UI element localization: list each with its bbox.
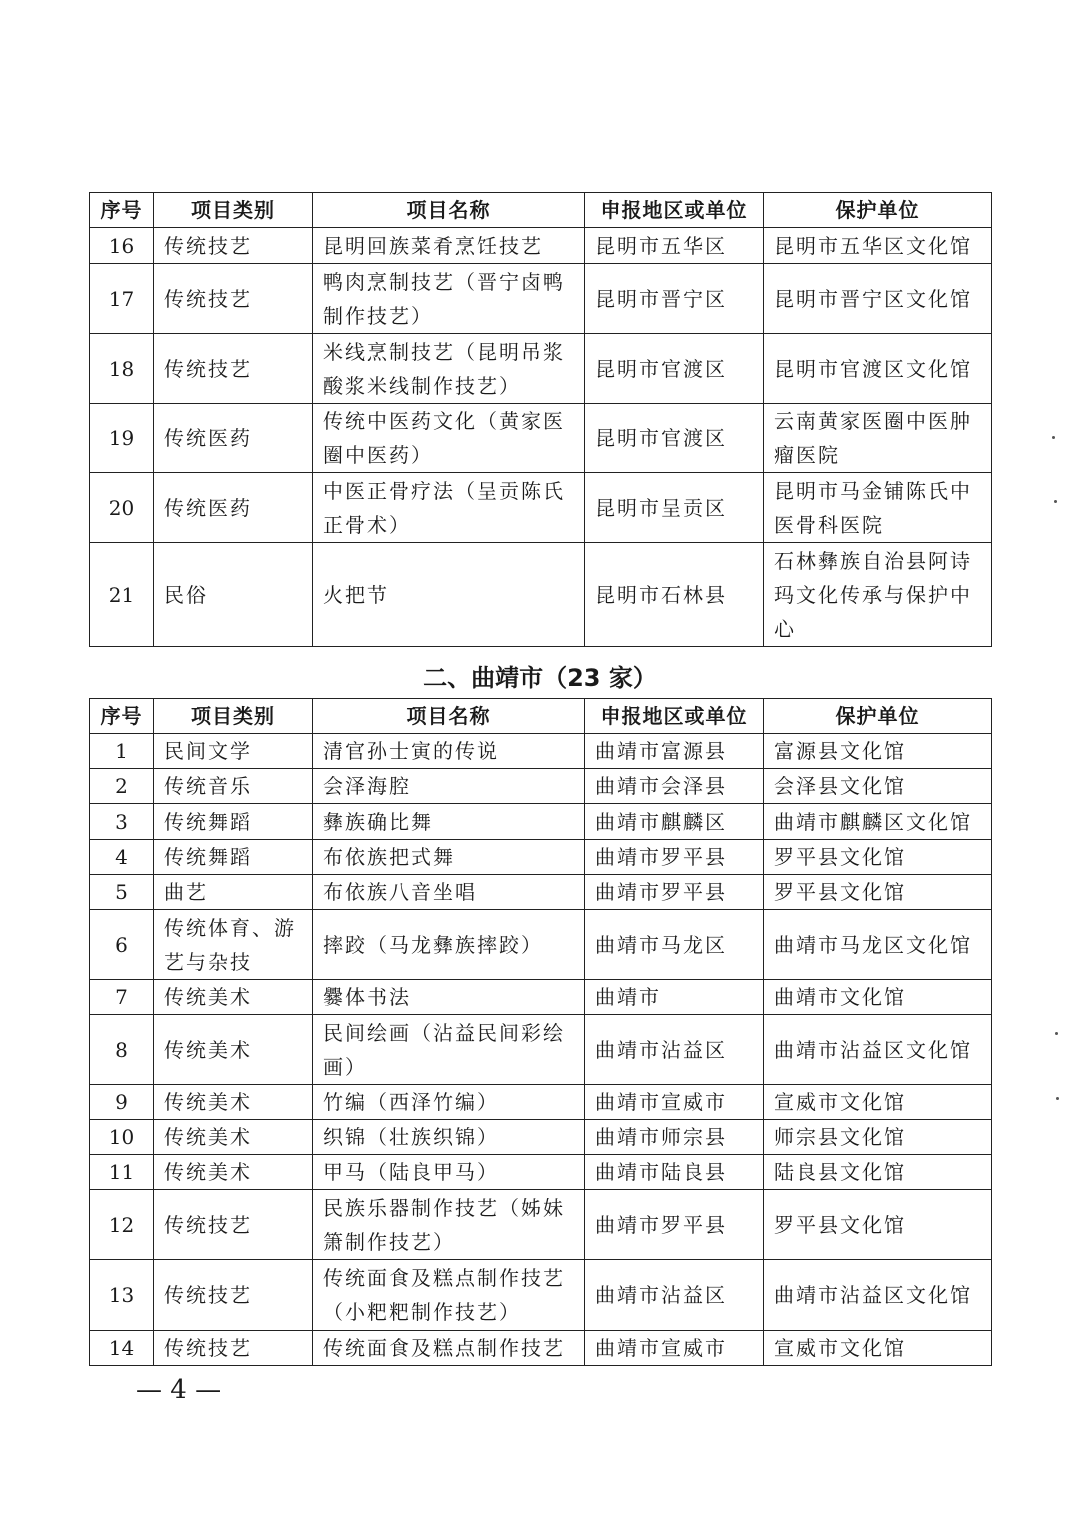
table-row xyxy=(90,543,992,647)
cell-project-name: 火把节 xyxy=(313,543,585,647)
table-row xyxy=(90,473,992,543)
cell-region: 昆明市呈贡区 xyxy=(585,473,764,543)
cell-region: 曲靖市师宗县 xyxy=(585,1120,764,1155)
table-header-row xyxy=(90,699,992,734)
cell-category: 传统技艺 xyxy=(154,264,313,334)
cell-region: 昆明市官渡区 xyxy=(585,404,764,473)
cell-protection-unit: 曲靖市沾益区文化馆 xyxy=(764,1015,992,1085)
cell-serial: 4 xyxy=(90,840,154,875)
table-row xyxy=(90,1015,992,1085)
kunming-heritage-table xyxy=(89,192,992,647)
cell-category: 传统美术 xyxy=(154,1155,313,1190)
cell-serial: 8 xyxy=(90,1015,154,1085)
table-row xyxy=(90,404,992,473)
table-row xyxy=(90,334,992,404)
cell-region: 曲靖市沾益区 xyxy=(585,1260,764,1331)
cell-project-name: 鸭肉烹制技艺（晋宁卤鸭制作技艺） xyxy=(313,264,585,334)
table-row xyxy=(90,875,992,910)
cell-project-name: 民间绘画（沾益民间彩绘画） xyxy=(313,1015,585,1085)
cell-serial: 17 xyxy=(90,264,154,334)
table-row xyxy=(90,734,992,769)
table-row xyxy=(90,264,992,334)
cell-project-name: 甲马（陆良甲马） xyxy=(313,1155,585,1190)
cell-category: 传统技艺 xyxy=(154,334,313,404)
scan-speck xyxy=(1056,1097,1059,1100)
cell-category: 传统医药 xyxy=(154,473,313,543)
table-row xyxy=(90,1331,992,1366)
header-protection-unit: 保护单位 xyxy=(764,699,992,734)
table-row xyxy=(90,1260,992,1331)
cell-serial: 9 xyxy=(90,1085,154,1120)
cell-serial: 1 xyxy=(90,734,154,769)
cell-serial: 3 xyxy=(90,804,154,840)
cell-category: 民俗 xyxy=(154,543,313,647)
cell-project-name: 传统中医药文化（黄家医圈中医药） xyxy=(313,404,585,473)
cell-serial: 18 xyxy=(90,334,154,404)
cell-project-name: 布依族把式舞 xyxy=(313,840,585,875)
table-row xyxy=(90,1085,992,1120)
cell-protection-unit: 曲靖市沾益区文化馆 xyxy=(764,1260,992,1331)
cell-region: 曲靖市陆良县 xyxy=(585,1155,764,1190)
cell-region: 昆明市石林县 xyxy=(585,543,764,647)
header-region: 申报地区或单位 xyxy=(585,699,764,734)
cell-region: 曲靖市马龙区 xyxy=(585,910,764,980)
cell-protection-unit: 昆明市官渡区文化馆 xyxy=(764,334,992,404)
cell-category: 传统技艺 xyxy=(154,228,313,264)
cell-category: 传统医药 xyxy=(154,404,313,473)
cell-serial: 6 xyxy=(90,910,154,980)
cell-serial: 11 xyxy=(90,1155,154,1190)
table-row xyxy=(90,980,992,1015)
cell-protection-unit: 罗平县文化馆 xyxy=(764,875,992,910)
cell-region: 曲靖市罗平县 xyxy=(585,840,764,875)
cell-category: 传统舞蹈 xyxy=(154,804,313,840)
cell-protection-unit: 师宗县文化馆 xyxy=(764,1120,992,1155)
section-title-qujing: 二、曲靖市（23 家） xyxy=(423,664,657,692)
cell-protection-unit: 石林彝族自治县阿诗玛文化传承与保护中心 xyxy=(764,543,992,647)
header-category: 项目类别 xyxy=(154,193,313,228)
cell-category: 传统美术 xyxy=(154,1120,313,1155)
cell-project-name: 民族乐器制作技艺（姊妹箫制作技艺） xyxy=(313,1190,585,1260)
cell-protection-unit: 曲靖市马龙区文化馆 xyxy=(764,910,992,980)
cell-serial: 7 xyxy=(90,980,154,1015)
cell-serial: 12 xyxy=(90,1190,154,1260)
cell-project-name: 中医正骨疗法（呈贡陈氏正骨术） xyxy=(313,473,585,543)
scan-speck xyxy=(1052,436,1055,439)
cell-serial: 5 xyxy=(90,875,154,910)
table-header-row xyxy=(90,193,992,228)
cell-category: 传统技艺 xyxy=(154,1190,313,1260)
cell-project-name: 竹编（西泽竹编） xyxy=(313,1085,585,1120)
cell-project-name: 昆明回族菜肴烹饪技艺 xyxy=(313,228,585,264)
header-project-name: 项目名称 xyxy=(313,699,585,734)
cell-serial: 20 xyxy=(90,473,154,543)
table-row xyxy=(90,910,992,980)
header-serial: 序号 xyxy=(90,193,154,228)
cell-region: 曲靖市罗平县 xyxy=(585,1190,764,1260)
cell-region: 曲靖市宣威市 xyxy=(585,1085,764,1120)
table-row xyxy=(90,1155,992,1190)
header-protection-unit: 保护单位 xyxy=(764,193,992,228)
cell-protection-unit: 宣威市文化馆 xyxy=(764,1085,992,1120)
cell-region: 曲靖市 xyxy=(585,980,764,1015)
cell-protection-unit: 陆良县文化馆 xyxy=(764,1155,992,1190)
scan-speck xyxy=(1055,1032,1058,1035)
cell-protection-unit: 宣威市文化馆 xyxy=(764,1331,992,1366)
cell-serial: 21 xyxy=(90,543,154,647)
header-serial: 序号 xyxy=(90,699,154,734)
cell-region: 昆明市官渡区 xyxy=(585,334,764,404)
cell-serial: 19 xyxy=(90,404,154,473)
cell-region: 曲靖市沾益区 xyxy=(585,1015,764,1085)
cell-region: 曲靖市会泽县 xyxy=(585,769,764,804)
cell-region: 曲靖市罗平县 xyxy=(585,875,764,910)
cell-category: 传统音乐 xyxy=(154,769,313,804)
cell-protection-unit: 曲靖市麒麟区文化馆 xyxy=(764,804,992,840)
cell-project-name: 摔跤（马龙彝族摔跤） xyxy=(313,910,585,980)
cell-serial: 2 xyxy=(90,769,154,804)
table-row xyxy=(90,1120,992,1155)
cell-serial: 13 xyxy=(90,1260,154,1331)
table-row xyxy=(90,804,992,840)
table-row xyxy=(90,840,992,875)
header-category: 项目类别 xyxy=(154,699,313,734)
cell-protection-unit: 云南黄家医圈中医肿瘤医院 xyxy=(764,404,992,473)
cell-serial: 14 xyxy=(90,1331,154,1366)
cell-category: 传统美术 xyxy=(154,980,313,1015)
cell-project-name: 彝族确比舞 xyxy=(313,804,585,840)
cell-serial: 10 xyxy=(90,1120,154,1155)
cell-project-name: 传统面食及糕点制作技艺（小粑粑制作技艺） xyxy=(313,1260,585,1331)
cell-category: 传统美术 xyxy=(154,1015,313,1085)
cell-protection-unit: 昆明市五华区文化馆 xyxy=(764,228,992,264)
table-row xyxy=(90,1190,992,1260)
cell-region: 曲靖市富源县 xyxy=(585,734,764,769)
cell-category: 传统美术 xyxy=(154,1085,313,1120)
cell-serial: 16 xyxy=(90,228,154,264)
cell-project-name: 传统面食及糕点制作技艺 xyxy=(313,1331,585,1366)
cell-category: 传统体育、游艺与杂技 xyxy=(154,910,313,980)
cell-protection-unit: 富源县文化馆 xyxy=(764,734,992,769)
cell-region: 曲靖市宣威市 xyxy=(585,1331,764,1366)
cell-protection-unit: 罗平县文化馆 xyxy=(764,1190,992,1260)
cell-protection-unit: 昆明市马金铺陈氏中医骨科医院 xyxy=(764,473,992,543)
header-project-name: 项目名称 xyxy=(313,193,585,228)
cell-project-name: 布依族八音坐唱 xyxy=(313,875,585,910)
cell-project-name: 爨体书法 xyxy=(313,980,585,1015)
table-row xyxy=(90,769,992,804)
cell-protection-unit: 昆明市晋宁区文化馆 xyxy=(764,264,992,334)
cell-category: 传统舞蹈 xyxy=(154,840,313,875)
scan-speck xyxy=(1054,500,1057,503)
cell-protection-unit: 会泽县文化馆 xyxy=(764,769,992,804)
cell-region: 曲靖市麒麟区 xyxy=(585,804,764,840)
qujing-heritage-table xyxy=(89,698,992,1366)
cell-category: 传统技艺 xyxy=(154,1260,313,1331)
cell-protection-unit: 罗平县文化馆 xyxy=(764,840,992,875)
page-number: — 4 — xyxy=(136,1375,222,1405)
cell-region: 昆明市五华区 xyxy=(585,228,764,264)
table-row xyxy=(90,228,992,264)
cell-region: 昆明市晋宁区 xyxy=(585,264,764,334)
header-region: 申报地区或单位 xyxy=(585,193,764,228)
cell-project-name: 织锦（壮族织锦） xyxy=(313,1120,585,1155)
cell-project-name: 会泽海腔 xyxy=(313,769,585,804)
cell-project-name: 米线烹制技艺（昆明吊浆酸浆米线制作技艺） xyxy=(313,334,585,404)
cell-category: 曲艺 xyxy=(154,875,313,910)
cell-category: 民间文学 xyxy=(154,734,313,769)
cell-protection-unit: 曲靖市文化馆 xyxy=(764,980,992,1015)
cell-project-name: 清官孙士寅的传说 xyxy=(313,734,585,769)
cell-category: 传统技艺 xyxy=(154,1331,313,1366)
